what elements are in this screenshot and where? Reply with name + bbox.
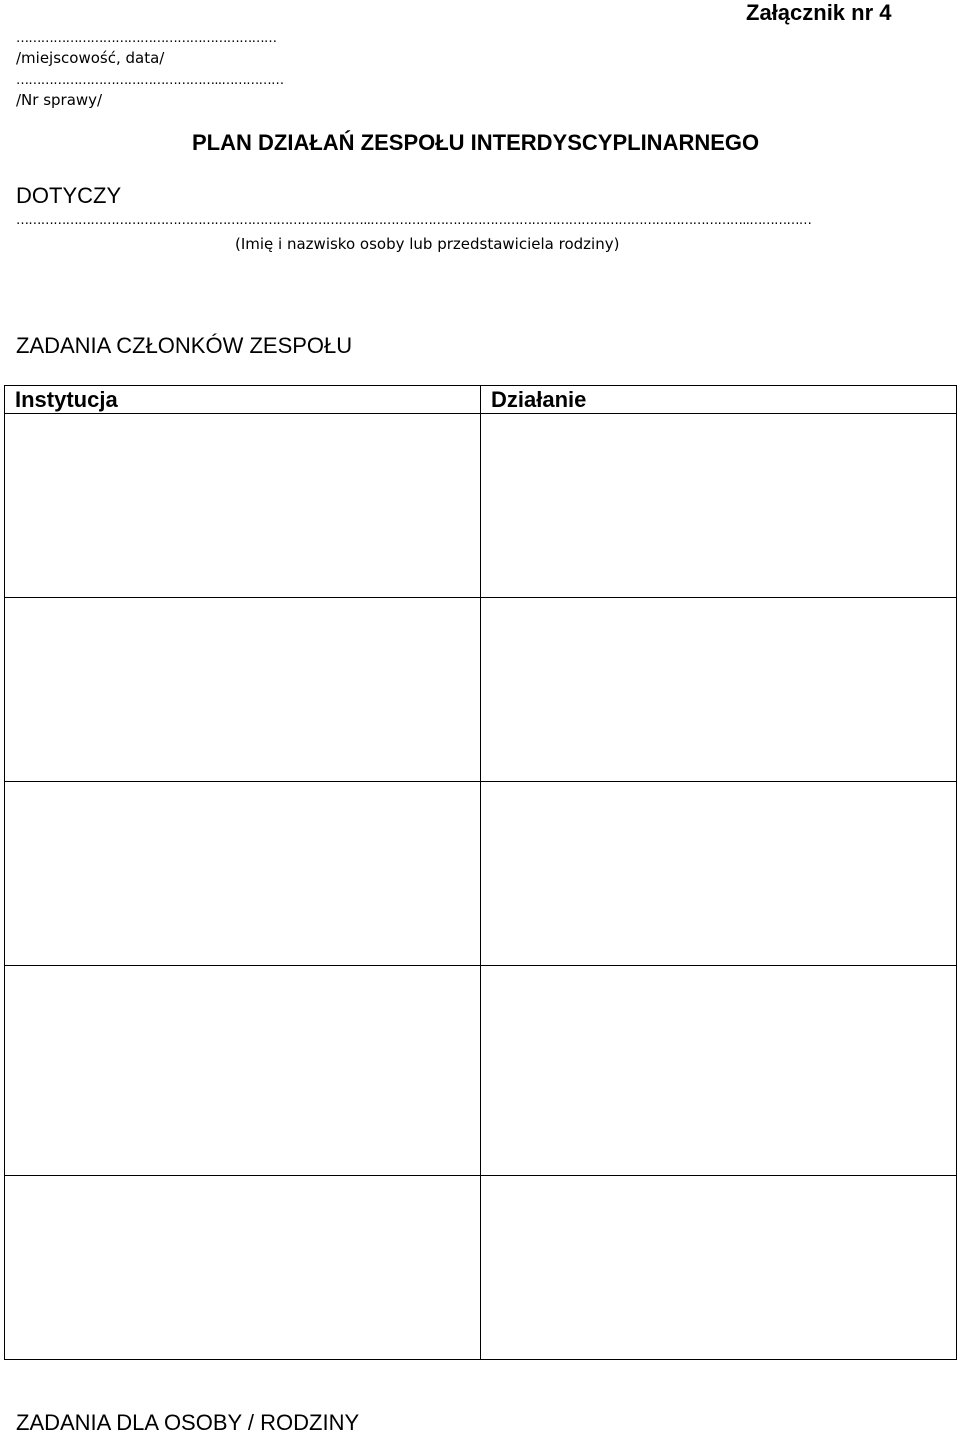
action-cell[interactable] <box>481 598 957 782</box>
table-row <box>5 782 957 966</box>
table-row <box>5 1176 957 1360</box>
person-tasks-heading: ZADANIA DLA OSOBY / RODZINY <box>16 1410 360 1435</box>
person-name-dotted-line[interactable]: …………………………………………………………………………..………………………………………………………………………………..…………… <box>16 214 812 228</box>
column-header-institution: Instytucja <box>5 386 481 414</box>
place-date-label: /miejscowość, data/ <box>16 49 165 67</box>
team-tasks-heading: ZADANIA CZŁONKÓW ZESPOŁU <box>16 333 353 358</box>
institution-cell[interactable] <box>5 782 481 966</box>
place-date-dotted-line[interactable]: ……………………………………………………… <box>16 32 277 46</box>
case-number-label: /Nr sprawy/ <box>16 91 103 109</box>
institution-cell[interactable] <box>5 414 481 598</box>
action-cell[interactable] <box>481 414 957 598</box>
action-cell[interactable] <box>481 1176 957 1360</box>
person-name-caption: (Imię i nazwisko osoby lub przedstawiciela rodziny) <box>235 235 620 253</box>
column-header-action: Działanie <box>481 386 957 414</box>
institution-cell[interactable] <box>5 1176 481 1360</box>
action-cell[interactable] <box>481 782 957 966</box>
concerns-label: DOTYCZY <box>16 183 122 208</box>
case-number-dotted-line[interactable]: …………………………………………..…………… <box>16 74 284 88</box>
institution-cell[interactable] <box>5 966 481 1176</box>
table-row <box>5 966 957 1176</box>
institution-cell[interactable] <box>5 598 481 782</box>
table-header-row <box>5 386 957 414</box>
team-tasks-table <box>4 385 957 1360</box>
table-row <box>5 414 957 598</box>
table-row <box>5 598 957 782</box>
action-cell[interactable] <box>481 966 957 1176</box>
document-title: PLAN DZIAŁAŃ ZESPOŁU INTERDYSCYPLINARNEGO <box>192 130 760 155</box>
annex-label: Załącznik nr 4 <box>746 0 892 25</box>
